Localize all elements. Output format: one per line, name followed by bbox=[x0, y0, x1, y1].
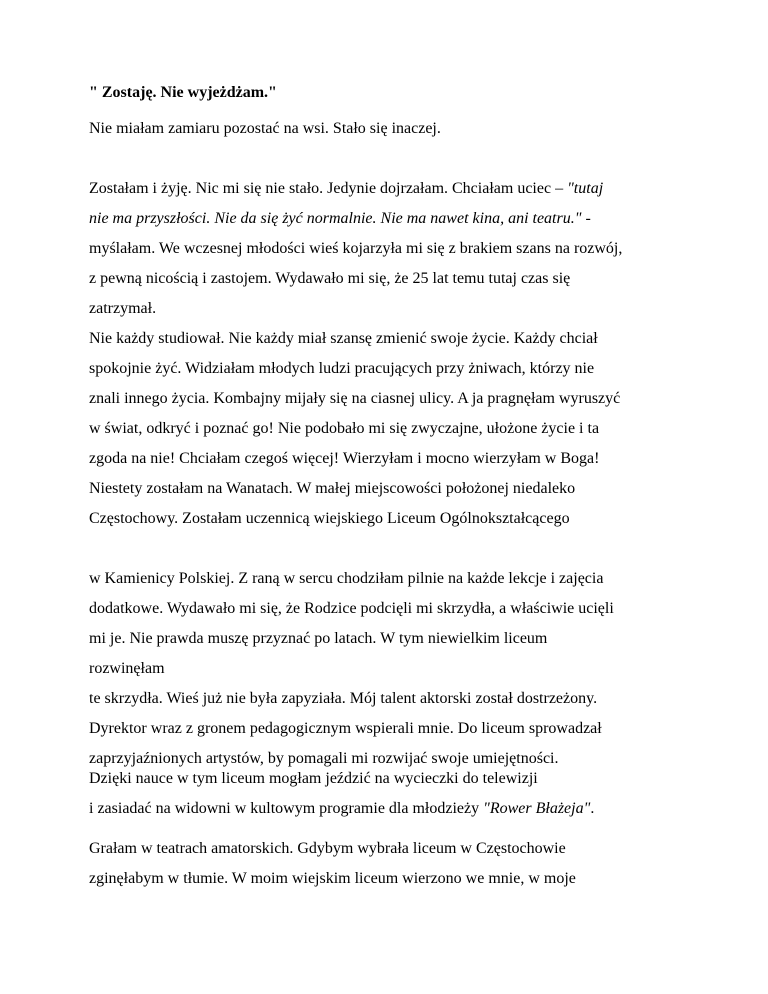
line-text: . bbox=[590, 800, 595, 817]
paragraph-line: zatrzymał. bbox=[89, 300, 157, 317]
line-text: i zasiadać na widowni w kultowym programie dla młodzieży bbox=[89, 800, 484, 817]
paragraph-4 bbox=[89, 474, 689, 534]
paragraph-line: dodatkowe. Wydawało mi się, że Rodzice podcięli mi skrzydła, a właściwie ucięli bbox=[89, 600, 614, 617]
paragraph-line: zaprzyjaźnionych artystów, by pomagali mi rozwijać swoje umiejętności. bbox=[89, 750, 559, 767]
paragraph-line: myślałam. We wczesnej młodości wieś kojarzyła mi się z brakiem szans na rozwój, bbox=[89, 240, 623, 257]
paragraph-line bbox=[89, 204, 689, 234]
paragraph-7 bbox=[89, 764, 689, 824]
paragraph-line: Nie każdy studiował. Nie każdy miał szansę zmienić swoje życie. Każdy chciał bbox=[89, 330, 598, 347]
program-title: "Rower Błażeja" bbox=[483, 800, 591, 817]
paragraph-line: Niestety zostałam na Wanatach. W małej miejscowości położonej niedaleko bbox=[89, 480, 576, 497]
paragraph-line: w świat, odkryć i poznać go! Nie podobało mi się zwyczajne, ułożone życie i ta bbox=[89, 420, 600, 437]
quote-text: "tutaj bbox=[567, 180, 604, 197]
paragraph-line: zginęłabym w tłumie. W moim wiejskim liceum wierzono we mnie, w moje bbox=[89, 870, 576, 887]
paragraph-6 bbox=[89, 684, 689, 774]
paragraph-line: te skrzydła. Wieś już nie była zapyziała. Mój talent aktorski został dostrzeżony. bbox=[89, 690, 598, 707]
paragraph-2 bbox=[89, 174, 689, 324]
paragraph-line: Dzięki nauce w tym liceum mogłam jeździć na wycieczki do telewizji bbox=[89, 770, 538, 787]
quote-text: nie ma przyszłości. Nie da się żyć normalnie. Nie ma nawet kina, ani teatru." bbox=[89, 210, 582, 227]
paragraph-line: znali innego życia. Kombajny mijały się na ciasnej ulicy. A ja pragnęłam wyruszyć bbox=[89, 390, 621, 407]
paragraph-line: z pewną nicością i zastojem. Wydawało mi się, że 25 lat temu tutaj czas się bbox=[89, 270, 571, 287]
paragraph-line: spokojnie żyć. Widziałam młodych ludzi pracujących przy żniwach, którzy nie bbox=[89, 360, 595, 377]
paragraph-line bbox=[89, 794, 689, 824]
paragraph-line bbox=[89, 174, 689, 204]
title-text: " Zostaję. Nie wyjeżdżam." bbox=[89, 84, 277, 101]
paragraph-8 bbox=[89, 834, 689, 894]
paragraph-line: w Kamienicy Polskiej. Z raną w sercu chodziłam pilnie na każde lekcje i zajęcia bbox=[89, 570, 604, 587]
paragraph-line: rozwinęłam bbox=[89, 660, 165, 677]
paragraph-line: Dyrektor wraz z gronem pedagogicznym wspierali mnie. Do liceum sprowadzał bbox=[89, 720, 602, 737]
line-text: - bbox=[581, 210, 591, 227]
paragraph-5 bbox=[89, 564, 689, 684]
paragraph-line: zgoda na nie! Chciałam czegoś więcej! Wierzyłam i mocno wierzyłam w Boga! bbox=[89, 450, 600, 467]
paragraph-3 bbox=[89, 324, 689, 474]
paragraph-1 bbox=[89, 114, 689, 144]
paragraph-line: mi je. Nie prawda muszę przyznać po latach. W tym niewielkim liceum bbox=[89, 630, 548, 647]
line-text: Zostałam i żyję. Nic mi się nie stało. Jedynie dojrzałam. Chciałam uciec – bbox=[89, 180, 568, 197]
paragraph-line: Częstochowy. Zostałam uczennicą wiejskiego Liceum Ogólnokształcącego bbox=[89, 510, 570, 527]
document-title bbox=[89, 78, 689, 108]
paragraph-line: Grałam w teatrach amatorskich. Gdybym wybrała liceum w Częstochowie bbox=[89, 840, 566, 857]
paragraph-line: Nie miałam zamiaru pozostać na wsi. Stało się inaczej. bbox=[89, 120, 441, 137]
